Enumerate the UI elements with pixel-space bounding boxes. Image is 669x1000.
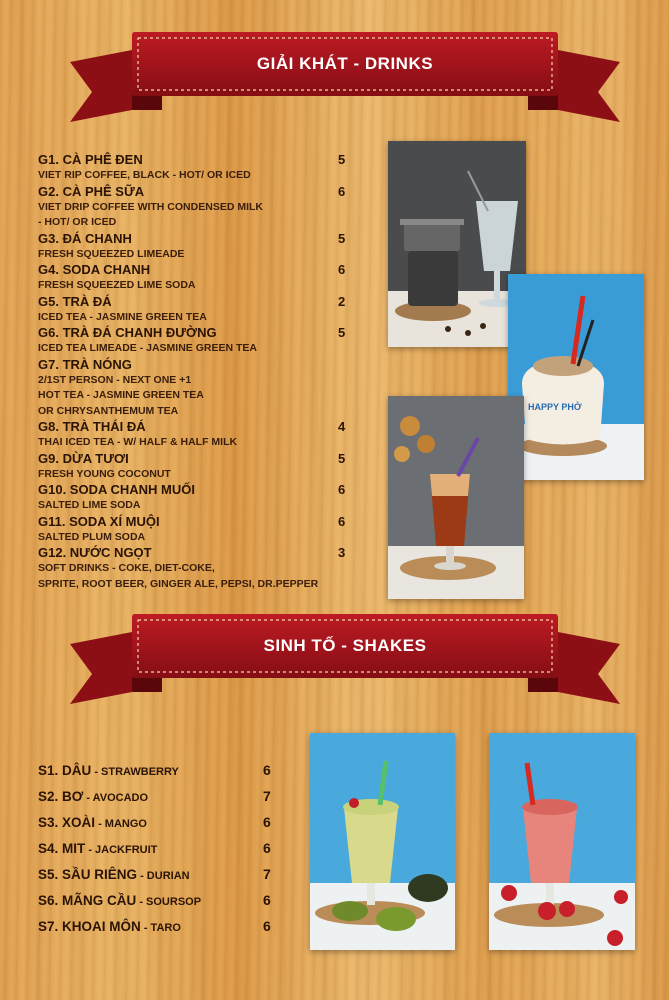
drink-price: 6 bbox=[338, 262, 346, 277]
shake-price: 6 bbox=[263, 840, 271, 856]
shake-english-name: - AVOCADO bbox=[83, 792, 149, 804]
shake-item bbox=[38, 840, 298, 866]
drink-description: ICED TEA - JASMINE GREEN TEA bbox=[38, 310, 207, 323]
drink-description: THAI ICED TEA - W/ HALF & HALF MILK bbox=[38, 436, 238, 448]
drink-name: G12. NƯỚC NGỌT bbox=[38, 545, 152, 560]
shake-name: S3. XOÀI bbox=[38, 815, 96, 830]
drink-name: G8. TRÀ THÁI ĐÁ bbox=[38, 419, 146, 434]
shake-item bbox=[38, 918, 298, 944]
drink-price: 4 bbox=[338, 419, 346, 434]
drink-item bbox=[38, 294, 358, 326]
shake-item bbox=[38, 814, 298, 840]
drink-description: SOFT DRINKS - COKE, DIET-COKE, bbox=[38, 562, 215, 574]
shake-english-name: - MANGO bbox=[95, 818, 147, 830]
drink-price: 5 bbox=[338, 325, 346, 340]
drink-name: G7. TRÀ NÓNG bbox=[38, 356, 132, 372]
shake-price: 7 bbox=[263, 866, 271, 882]
drink-description: SALTED PLUM SODA bbox=[38, 530, 146, 543]
shake-name: S1. DÂU bbox=[38, 763, 92, 778]
drink-item bbox=[38, 184, 358, 231]
drink-name: G3. ĐÁ CHANH bbox=[38, 230, 132, 246]
coconut-cup-label: HAPPY PHỞ bbox=[528, 402, 582, 412]
drink-name: G5. TRÀ ĐÁ bbox=[38, 293, 112, 309]
drink-item bbox=[38, 545, 358, 592]
shake-name: S4. MIT bbox=[38, 841, 86, 856]
drink-name: G10. SODA CHANH MUỐI bbox=[38, 482, 195, 497]
coffee-photo bbox=[388, 141, 526, 347]
drink-description: VIET RIP COFFEE, BLACK - HOT/ OR ICED bbox=[38, 169, 251, 181]
shake-price: 6 bbox=[263, 892, 271, 908]
drink-item bbox=[38, 451, 358, 483]
drink-item bbox=[38, 325, 358, 357]
drink-name: G6. TRÀ ĐÁ CHANH ĐƯỜNG bbox=[38, 325, 217, 340]
shake-english-name: - JACKFRUIT bbox=[85, 844, 158, 856]
drink-description: FRESH SQUEEZED LIMEADE bbox=[38, 247, 185, 260]
drink-item bbox=[38, 482, 358, 514]
shakes-banner bbox=[70, 614, 620, 709]
shake-item bbox=[38, 788, 298, 814]
avocado-shake-photo bbox=[310, 733, 455, 950]
drink-description: - HOT/ OR ICED bbox=[38, 216, 117, 228]
strawberry-shake-photo bbox=[489, 733, 635, 950]
drink-item bbox=[38, 152, 358, 184]
shake-price: 6 bbox=[263, 814, 271, 830]
drink-item bbox=[38, 514, 358, 546]
shakes-title: SINH TỐ - SHAKES bbox=[263, 636, 427, 655]
drink-name: G4. SODA CHANH bbox=[38, 262, 151, 277]
shakes-list bbox=[38, 762, 298, 944]
drink-name: G9. DỪA TƯƠI bbox=[38, 450, 129, 466]
shake-item bbox=[38, 866, 298, 892]
drink-item bbox=[38, 262, 358, 294]
drinks-banner bbox=[70, 32, 620, 127]
drink-description: OR CHRYSANTHEMUM TEA bbox=[38, 404, 179, 417]
drink-description: FRESH YOUNG COCONUT bbox=[38, 467, 171, 480]
drink-price: 5 bbox=[338, 450, 346, 466]
drink-item bbox=[38, 357, 358, 420]
drinks-list bbox=[38, 152, 358, 592]
drink-description: FRESH SQUEEZED LIME SODA bbox=[38, 279, 196, 291]
drink-description: ICED TEA LIMEADE - JASMINE GREEN TEA bbox=[38, 342, 257, 354]
shake-english-name: - STRAWBERRY bbox=[91, 766, 179, 778]
shake-name: S6. MÃNG CẦU bbox=[38, 893, 137, 908]
thai-tea-photo bbox=[388, 396, 524, 599]
drink-description: VIET DRIP COFFEE WITH CONDENSED MILK bbox=[38, 200, 263, 213]
shake-price: 7 bbox=[263, 788, 271, 804]
drink-name: G11. SODA XÍ MUỘI bbox=[38, 513, 160, 529]
drink-description: SALTED LIME SODA bbox=[38, 499, 141, 511]
drink-price: 6 bbox=[338, 183, 346, 199]
coconut-photo bbox=[508, 274, 644, 480]
drink-price: 2 bbox=[338, 293, 346, 309]
drink-description: 2/1ST PERSON - NEXT ONE +1 bbox=[38, 373, 192, 386]
drink-description: SPRITE, ROOT BEER, GINGER ALE, PEPSI, DR.PEPPER bbox=[38, 577, 319, 590]
drink-price: 3 bbox=[338, 545, 346, 560]
shake-english-name: - SOURSOP bbox=[136, 896, 202, 908]
shake-english-name: - DURIAN bbox=[137, 870, 190, 882]
shake-name: S2. BƠ bbox=[38, 789, 84, 804]
shake-name: S7. KHOAI MÔN bbox=[38, 919, 141, 934]
drink-description: HOT TEA - JASMINE GREEN TEA bbox=[38, 389, 204, 401]
shake-price: 6 bbox=[263, 918, 271, 934]
drink-name: G1. CÀ PHÊ ĐEN bbox=[38, 152, 143, 167]
drink-price: 6 bbox=[338, 513, 346, 529]
drink-name: G2. CÀ PHÊ SỮA bbox=[38, 183, 145, 199]
shake-item bbox=[38, 762, 298, 788]
shake-name: S5. SẦU RIÊNG bbox=[38, 867, 138, 882]
shake-item bbox=[38, 892, 298, 918]
shake-price: 6 bbox=[263, 762, 271, 778]
drink-price: 6 bbox=[338, 482, 346, 497]
drink-item bbox=[38, 231, 358, 263]
drink-price: 5 bbox=[338, 152, 346, 167]
drink-item bbox=[38, 419, 358, 451]
drinks-title: GIẢI KHÁT - DRINKS bbox=[256, 54, 434, 73]
shake-english-name: - TARO bbox=[140, 922, 181, 934]
drink-price: 5 bbox=[338, 230, 346, 246]
